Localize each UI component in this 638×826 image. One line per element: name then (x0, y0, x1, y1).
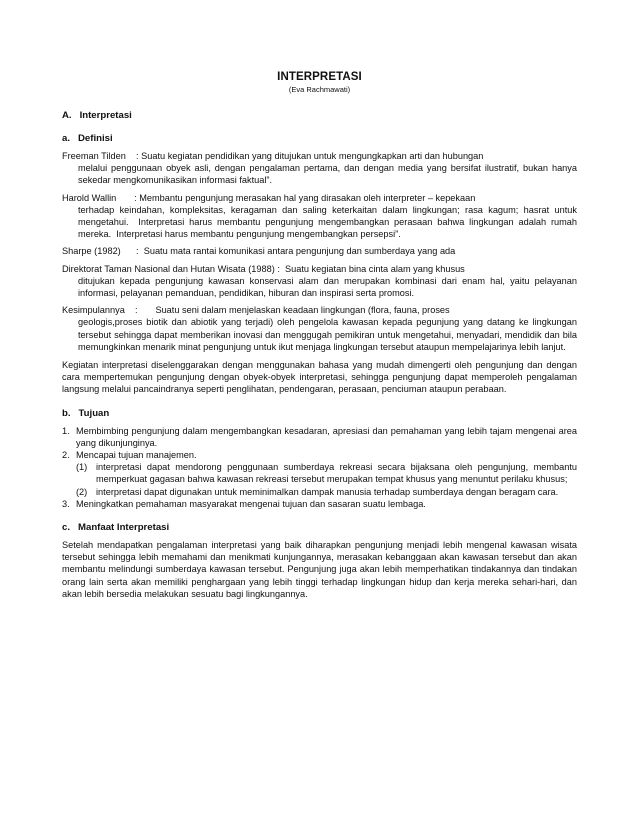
definition-body: ditujukan kepada pengunjung kawasan konservasi alam dan merupakan kombinasi dari enam hal, yaitu pelayanan informasi, pelayanan pemanduan, pendidikan, hiburan dan inspirasi serta promosi. (78, 275, 577, 299)
list-text: Meningkatkan pemahaman masyarakat mengenai tujuan dan sasaran suatu lembaga. (76, 498, 426, 509)
definition-body: geologis,proses biotik dan abiotik yang terjadi) oleh pengelola kawasan kepada pegunjung yang datang ke lingkungan tersebut sehingga dapat memberikan inovasi dan menggugah pemikiran untuk mengetahui, menyadari, mendidik dan bila memungkinkan menarik minat pengunjung untuk ikut menjaga lingkungan tersebut ataupun mempelajarinya lebih lanjut. (78, 317, 577, 352)
list-item (62, 498, 577, 510)
list-text: Mencapai tujuan manajemen. (76, 450, 197, 461)
definition-sharpe (62, 245, 577, 257)
definition-harold-wallin (62, 192, 577, 241)
definition-kesimpulan (62, 304, 577, 353)
sub-list-number: (2) (76, 486, 88, 497)
tujuan-list (62, 425, 577, 510)
sub-list-item (76, 486, 577, 498)
definition-first-line: Kesimpulannya : Suatu seni dalam menjelaskan keadaan lingkungan (flora, fauna, proses (62, 305, 450, 316)
sub-list-item (76, 461, 577, 485)
document-page (62, 71, 577, 600)
sub-list-text: interpretasi dapat mendorong penggunaan sumberdaya rekreasi secara bijaksana oleh pengunjung, membantu memperkuat gagasan bahwa kawasan rekreasi tersebut merupakan tempat khusus yang menuntut perilaku khusus; (96, 462, 577, 485)
section-a-heading: A. Interpretasi (62, 110, 132, 121)
list-text: Membimbing pengunjung dalam mengembangkan kesadaran, apresiasi dan pemahaman yang lebih tajam mengenai area yang dikunjunginya. (76, 425, 577, 448)
manfaat-heading: c. Manfaat Interpretasi (62, 522, 170, 534)
definition-direktorat (62, 263, 577, 300)
document-author: (Eva Rachmawati) (288, 85, 351, 94)
list-number: 3. (62, 498, 70, 509)
definition-body: terhadap keindahan, kompleksitas, keragaman dan saling keterkaitan dalam lingkungan; rasa kagum; hasrat untuk mengetahui. Interpretasi harus membantu pengunjung mengembangkan perasaan bahwa lingkungan adalah rumah mereka. Interpretasi harus membantu pengunjung mengembangkan persepsi”. (78, 204, 577, 240)
manfaat-paragraph: Setelah mendapatkan pengalaman interpretasi yang baik diharapkan pengunjung menjadi lebih mengenal kawasan wisata tersebut sehingga lebih memahami dan menikmati kunjungannya, merasakan kebanggaan akan kawasan tersebut dan akan membantu melindungi sumberdaya kawasan tersebut. Pengunjung juga akan lebih memperhatikan tindakannya dan tindakan orang lain serta akan memiliki penghargaan yang lebih tinggi terhadap lingkungan hidup dan kerja mereka sehari-hari, dan akan lebih bersedia melakukan sesuatu bagi lingkungannya. (62, 540, 577, 599)
definition-first-line: Harold Wallin : Membantu pengunjung merasakan hal yang dirasakan oleh interpreter – kepekaan (62, 192, 476, 203)
list-number: 2. (62, 450, 70, 461)
definition-freeman-tilden (62, 150, 577, 187)
tujuan-heading: b. Tujuan (62, 407, 110, 419)
list-number: 1. (62, 425, 70, 436)
sub-list-number: (1) (76, 462, 88, 473)
definition-first-line: Sharpe (1982) : Suatu mata rantai komunikasi antara pengunjung dan sumberdaya yang ada (62, 246, 456, 257)
document-title: INTERPRETASI (277, 71, 362, 83)
definisi-paragraph: Kegiatan interpretasi diselenggarakan dengan menggunakan bahasa yang mudah dimengerti oleh pengunjung dan dengan cara mempertemukan pengunjung dengan obyek-obyek interpretasi, sehingga pengunjung dapat memperoleh pengalaman langsung melalui pancaindranya seperti penglihatan, pendengaran, perasaan, penciuman ataupun perabaan. (62, 360, 577, 395)
definition-first-line: Direktorat Taman Nasional dan Hutan Wisata (1988) : Suatu kegiatan bina cinta alam yang khusus (62, 263, 465, 274)
list-item (62, 425, 577, 449)
list-item (62, 449, 577, 461)
definition-first-line: Freeman Tilden : Suatu kegiatan pendidikan yang ditujukan untuk mengungkapkan arti dan hubungan (62, 151, 484, 161)
definition-body: melalui penggunaan obyek asli, dengan pengalaman pertama, dan dengan media yang bersifat ilustratif, bukan hanya sekedar mengkomunikasikan informasi faktual”. (78, 163, 577, 186)
definisi-heading: a. Definisi (62, 133, 113, 144)
sub-list-text: interpretasi dapat digunakan untuk meminimalkan dampak manusia terhadap sumberdaya dengan beragam cara. (96, 486, 559, 497)
